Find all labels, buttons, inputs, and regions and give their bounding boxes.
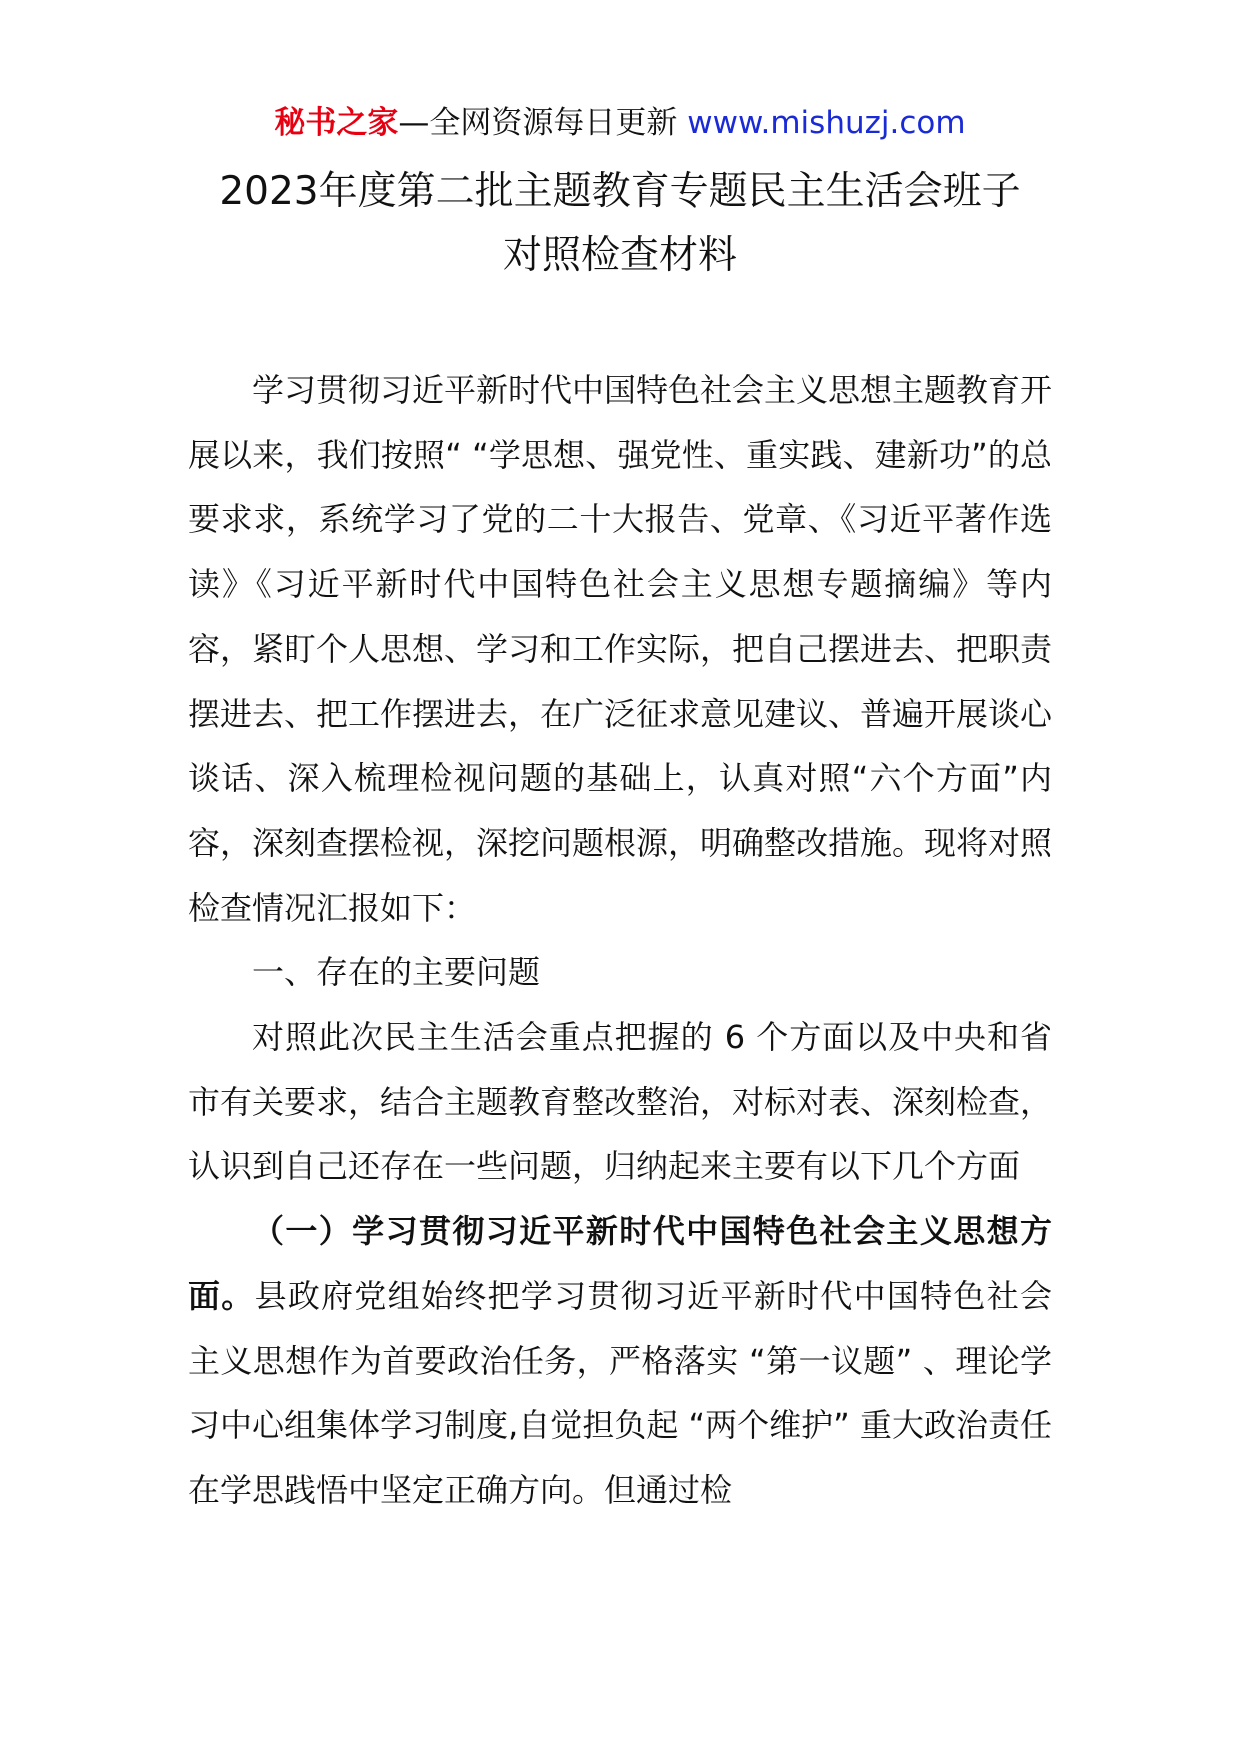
title-line-2: 对照检查材料 [502,233,737,278]
title-line-1: 2023年度第二批主题教育专题民主生活会班子 [219,169,1021,214]
document-body [188,358,1052,1523]
subsection-text-1: 县政府党组始终把学习贯彻习近平新时代中国特色社会主义思想作为首要政治任务，严格落实 “第一议题” 、理论学习中心组集体学习制度,自觉担负起 “两个维护” 重大政治责任 在学思践悟中坚定正确方向。但通过检 [188,1276,1052,1509]
header-slogan: —全网资源每日更新 [398,105,678,141]
section-heading-1: 一、存在的主要问题 [252,953,541,992]
subsection-paragraph-1 [188,1199,1052,1523]
intro-paragraph: 学习贯彻习近平新时代中国特色社会主义思想主题教育开展以来，我们按照“ “学思想、强党性、重实践、建新功”的总要求求，系统学习了党的二十大报告、党章、《习近平著作选读》《习近平新时代中国特色社会主义思想专题摘编》等内容，紧盯个人思想、学习和工作实际，把自己摆进去、把职责摆进去、把工作摆进去，在广泛征求意见建议、普遍开展谈心谈话、深入梳理检视问题的基础上，认真对照“六个方面”内容，深刻查摆检视，深挖问题根源，明确整改措施。现将对照检查情况汇报如下： [188,371,1053,927]
brand-name: 秘书之家 [274,105,399,141]
site-header [0,100,1240,146]
site-url-link[interactable]: www.mishuzj.com [687,105,966,141]
subsection-heading-1: （一）学习贯彻习近平新时代中国特色社会主义思想方面。 [188,1212,1052,1315]
document-title [150,160,1090,288]
problems-paragraph: 对照此次民主生活会重点把握的 6 个方面以及中央和省市有关要求，结合主题教育整改整治，对标对表、深刻检查，认识到自己还存在一些问题，归纳起来主要有以下几个方面 [188,1018,1053,1186]
